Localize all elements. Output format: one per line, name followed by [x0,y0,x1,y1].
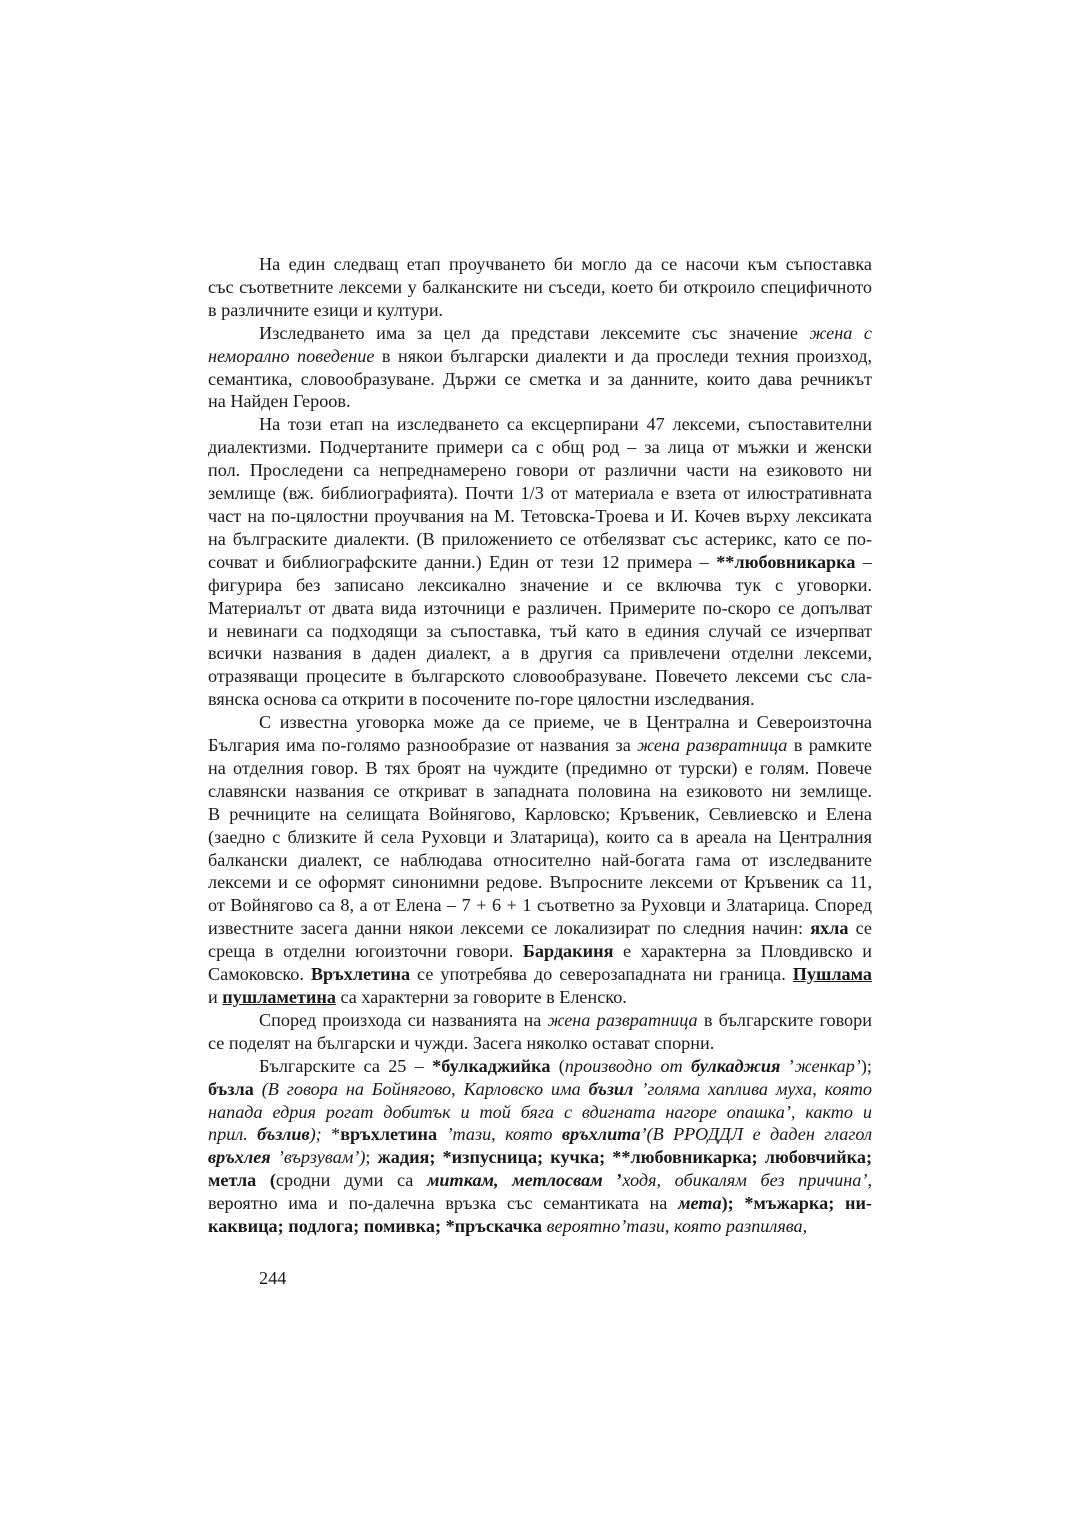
text-run: в рамките [787,735,872,756]
text-run: Пушлама [792,964,872,985]
text-run: ’ [602,1170,623,1191]
text-run: **любовникарка [716,551,856,572]
text-run: * [321,1124,341,1145]
text-run: връхлетина [340,1124,438,1145]
text-run: диалектизми. Подчертаните примери са с общ род – за лица от мъжки и женски [208,437,872,458]
text-run: връхлея [208,1147,271,1168]
text-line [208,322,872,345]
text-run: са характерни за говорите в Еленско. [335,987,627,1007]
text-run: ’тази, която [437,1124,562,1145]
text-run: С известна уговорка може да се приеме, че в Централна и Североизточна [259,712,872,733]
text-run: балкански диалект, се наблюдава относително най-богата гама от изследваните [208,849,872,870]
text-line [208,642,872,665]
paragraph [208,322,872,414]
text-run: Изследването има за цел да представи лексемите със значение [259,322,810,343]
text-run: от Войнягово са 8, а от Елена – 7 + 6 + 1 съответно за Руховци и Златарица. Според [208,895,872,916]
text-run: Самоковско. [208,964,311,985]
text-run: Връхлетина [310,964,411,985]
text-run: (заедно с близките й села Руховци и Златарица), които са в ареала на Централния [208,826,872,847]
text-run: известните засега данни някои лексеми се локализират по следния начин: [208,918,811,939]
text-line [208,963,872,986]
text-line [208,1146,872,1169]
paragraph [208,253,872,322]
text-run: булкаджия [690,1055,781,1076]
text-run: се поделят на български и чужди. Засега няколко остават спорни. [208,1032,715,1053]
text-run: *булкаджийка [432,1055,551,1076]
text-run: е характерна за Пловдивско и [613,941,872,962]
text-line [208,940,872,963]
text-run: пушламетина [222,987,336,1007]
text-line [208,986,872,1009]
paragraph [208,711,872,1009]
text-line [208,276,872,299]
text-line [208,894,872,917]
text-run: на отделния говор. В тях броят на чуждите (предимно от турски) е голям. Повече [208,757,872,778]
text-line [208,688,872,711]
text-run: лексеми и се оформят синонимни редове. Въпросните лексеми от Кръвеник са 11, [208,872,872,893]
text-line [208,665,872,688]
text-run: жена с [809,322,872,343]
text-run: на бълграските диалекти. (В приложението се отбелязват със астерикс, като се по- [208,528,872,549]
text-line [208,1169,872,1192]
text-run: Българските са 25 – [259,1055,433,1076]
text-run: каквица; подлога; помивка; *пръскачка [208,1216,543,1237]
text-line [208,917,872,940]
text-run: отразяващи процесите в българското словообразуване. Повечето лексеми със сла- [208,666,872,687]
text-line [208,482,872,505]
text-run: ’вързувам’) [270,1147,366,1168]
text-run: ); *мъжарка; ни- [721,1193,872,1214]
text-run: сочват и библиографските данни.) Един от тези 12 примера – [208,551,717,572]
text-run: миткам, метлосвам [426,1170,603,1191]
text-line [208,551,872,574]
text-run: семантика, словообразуване. Държи се сметка и за данните, които дава речникът [208,368,872,389]
text-run: ; [365,1147,378,1168]
text-line [208,1192,872,1215]
text-run: ’(В РРОДДЛ е даден глагол [640,1124,872,1145]
text-run: бъзла [208,1078,254,1099]
text-line [208,299,872,322]
text-run: вероятно’тази, която разпилява, [542,1216,808,1237]
text-run: мета [678,1193,722,1214]
text-run: бъзил [588,1078,634,1099]
text-run: всички названия в даден диалект, а в другия са привлечени отделни лексеми, [208,643,872,664]
text-run: вероятно има и по-далечна връзка със семантиката на [208,1193,679,1214]
text-run: Според произхода си названията на [259,1009,548,1030]
text-line [208,757,872,780]
text-run: производно от [564,1055,691,1076]
text-run: и невинаги са подходящи за съпоставка, тъй като в единия случай се изчерпват [208,620,872,641]
text-run: пол. Проследени са непреднамерено говори от различни части на езиковото ни [208,460,872,481]
text-line [208,734,872,757]
text-line [208,1215,872,1238]
text-line [208,528,872,551]
paragraph [208,1055,872,1238]
text-line [208,803,872,826]
text-run: землище (вж. библиографията). Почти 1/3 от материала е взета от илюстративната [208,483,872,504]
text-run: сродни думи са [275,1170,427,1191]
page-body [208,253,872,1238]
text-run: фигурира без записано лексикално значение и се включва тук с уговорки. [208,574,872,595]
text-run: На един следващ етап проучването би могло да се насочи към съпоставка [259,254,872,274]
text-run: Бардакиня [522,941,614,962]
text-run: неморално поведение [208,345,375,366]
text-run: (В говора на Бойнягово, Карловско има [253,1078,589,1099]
text-run: ); [860,1055,872,1076]
text-run: – [855,551,873,572]
text-line [208,574,872,597]
text-run: метла ( [208,1170,276,1191]
text-line [208,597,872,620]
text-run: бъзлив [257,1124,310,1145]
text-run: и [208,987,223,1007]
text-run: женкар’ [794,1055,861,1076]
text-run: жена развратница [637,735,788,756]
text-line [208,1055,872,1078]
text-line [208,620,872,643]
text-run: ’ [780,1055,795,1076]
text-line [208,413,872,436]
text-run: връхлита [561,1124,641,1145]
text-run: в някои български диалекти и да проследи техния произход, [374,345,872,366]
text-run: На този етап на изследването са ексцерпирани 47 лексеми, съпоставителни [259,414,872,435]
text-run: ); [309,1124,322,1145]
paragraph [208,1009,872,1055]
text-run: среща в отделни югоизточни говори. [208,941,523,962]
text-run: , [867,1170,872,1191]
text-run: напада едрия рогат добитък и той бяга с вдигната нагоре опашка’, както и [208,1101,872,1122]
text-line [208,1123,872,1146]
text-run: яхла [810,918,849,939]
text-run: в различните езици и култури. [208,299,444,320]
text-line [208,780,872,803]
text-run: със съответните лексеми у балканските ни съседи, което би откроило специфичното [208,276,872,297]
text-line [208,1101,872,1124]
text-run: част на по-цялостни проучвания на М. Тетовска-Троева и И. Кочев върху лексиката [208,505,872,526]
text-run: ( [550,1055,565,1076]
text-line [208,253,872,276]
page-number: 244 [259,1268,287,1288]
text-run: на Найден Героов. [208,391,351,412]
text-line [208,711,872,734]
text-run: в българските говори [697,1009,872,1030]
text-line [208,849,872,872]
text-line [208,1032,872,1055]
text-line [208,1078,872,1101]
paragraph [208,413,872,711]
text-line [208,871,872,894]
text-run: В речниците на селищата Войнягово, Карловско; Кръвеник, Севлиевско и Елена [208,803,872,824]
text-run: се [848,918,872,939]
text-line [208,459,872,482]
text-run: славянски названия се откриват в западната половина на езиковото ни землище. [208,780,872,801]
text-line [208,505,872,528]
text-line [208,368,872,391]
text-run: вянска основа са открити в посочените по-горе цялостни изследвания. [208,689,755,710]
text-line [208,1009,872,1032]
text-line [208,826,872,849]
text-run: се употребява до северозападната ни граница. [410,964,793,985]
text-line [208,390,872,413]
text-run: ’голяма хаплива муха, която [633,1078,872,1099]
text-line [208,436,872,459]
text-run: прил. [208,1124,258,1145]
text-run: жена развратница [547,1009,698,1030]
text-run: жадия; *изпусница; кучка; **любовникарка; любовчийка; [377,1147,872,1168]
text-line [208,345,872,368]
text-run: ходя, обикалям без причина’ [622,1170,868,1191]
text-run: Материалът от двата вида източници е различен. Примерите по-скоро се допълват [208,597,872,618]
text-run: България има по-голямо разнообразие от названия за [208,735,638,756]
